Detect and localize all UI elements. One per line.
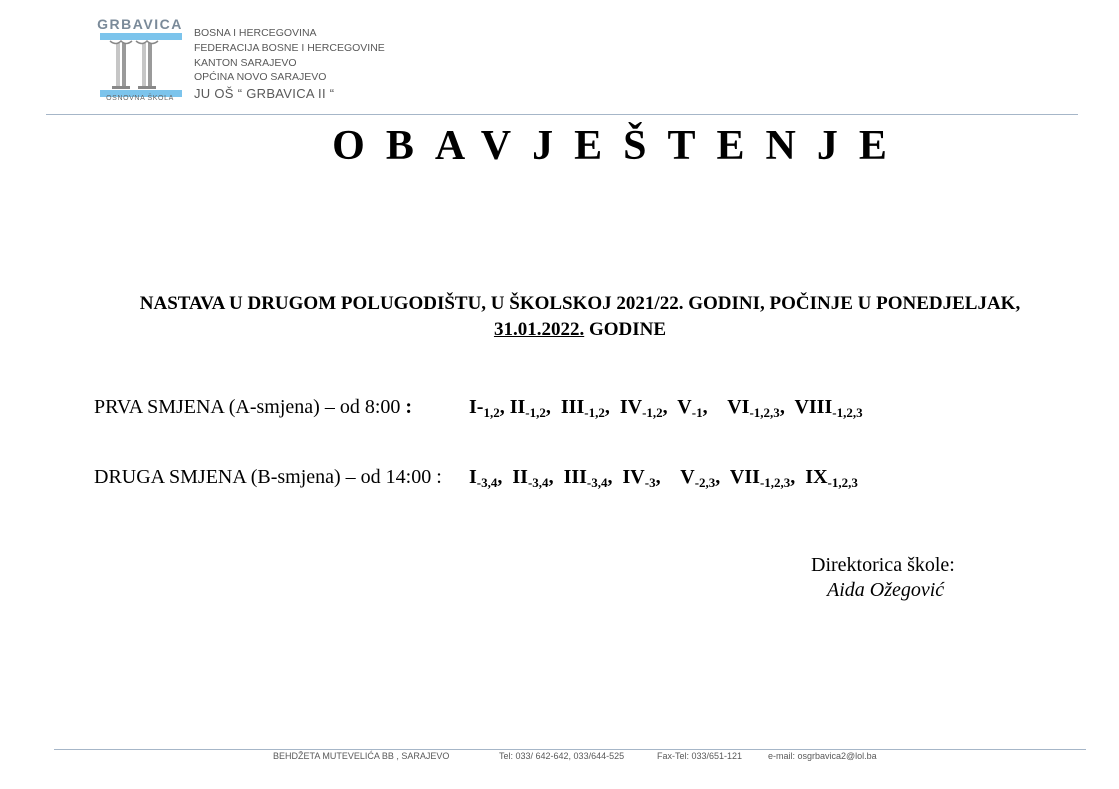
class-sections: -1,2,3: [749, 405, 780, 420]
class-sections: 1,2: [483, 405, 500, 420]
class-separator: ,: [655, 466, 681, 488]
footer-address: BEHDŽETA MUTEVELIĆA BB , SARAJEVO: [273, 751, 450, 761]
class-separator: ,: [607, 466, 623, 488]
first-shift-label: PRVA SMJENA (A-smjena) – od 8:00: [94, 396, 406, 418]
class-sections: -3,4: [476, 475, 498, 490]
class-sections: -1,2,3: [759, 475, 791, 490]
class-sections: -3: [644, 475, 656, 490]
class-sections: -1,2: [525, 405, 546, 420]
class-grade: III: [560, 396, 585, 418]
page-title: OBAVJEŠTENJE: [332, 123, 908, 169]
first-shift-separator: :: [405, 396, 413, 418]
class-sections: -1,2,3: [832, 405, 863, 420]
class-grade: IV: [619, 396, 643, 418]
class-separator: ,: [662, 396, 678, 418]
header-divider: [46, 114, 1078, 115]
class-grade: VIII: [794, 396, 833, 418]
class-grade: I-: [469, 396, 484, 418]
letterhead-line: BOSNA I HERCEGOVINA: [194, 27, 317, 39]
start-date: 31.01.2022.: [493, 319, 585, 340]
class-separator: ,: [790, 466, 806, 488]
letterhead: [194, 26, 385, 102]
class-grade: V: [677, 396, 692, 418]
class-separator: ,: [702, 396, 728, 418]
letterhead-line: OPĆINA NOVO SARAJEVO: [194, 71, 327, 84]
class-sections: -1,2,3: [827, 475, 858, 490]
signature-block: [811, 554, 955, 602]
logo-name: GRBAVICA: [97, 16, 183, 32]
notice-line-1: NASTAVA U DRUGOM POLUGODIŠTU, U ŠKOLSKOJ 2021/22. GODINI, POČINJE U PONEDJELJAK,: [139, 293, 1021, 314]
class-sections: -3,4: [586, 475, 608, 490]
class-grade: III: [563, 466, 587, 488]
class-separator: ,: [548, 466, 564, 488]
logo-subtitle: OSNOVNA ŠKOLA: [106, 95, 174, 102]
second-shift-classes: [469, 466, 858, 491]
class-grade: VI: [727, 396, 750, 418]
class-separator: ,: [497, 466, 513, 488]
class-separator: ,: [545, 396, 561, 418]
notice-line-2: [80, 317, 1080, 343]
class-separator: ,: [604, 396, 620, 418]
class-separator: ,: [499, 396, 510, 418]
footer-fax: Fax-Tel: 033/651-121: [657, 751, 743, 761]
first-shift-classes: [469, 396, 863, 421]
class-grade: V: [680, 466, 695, 488]
footer-divider: [54, 749, 1086, 750]
class-sections: -1,2: [584, 405, 605, 420]
signature-role: Direktorica škole:: [811, 554, 955, 576]
second-shift: [94, 466, 858, 490]
class-grade: I: [469, 466, 477, 488]
letterhead-line: FEDERACIJA BOSNE I HERCEGOVINE: [194, 41, 385, 54]
letterhead-line: KANTON SARAJEVO: [194, 56, 297, 69]
school-name: JU OŠ “ GRBAVICA II “: [194, 86, 335, 102]
first-shift: [94, 396, 863, 420]
class-grade: II: [509, 396, 526, 418]
notice-line-2-rest: GODINE: [584, 319, 667, 340]
class-separator: ,: [715, 466, 730, 488]
class-sections: -3,4: [527, 475, 549, 490]
signature-name: Aida Ožegović: [827, 579, 945, 601]
notice-text: [80, 291, 1080, 343]
class-sections: -1: [691, 405, 703, 420]
class-grade: VII: [729, 466, 760, 488]
class-grade: II: [512, 466, 528, 488]
class-sections: -2,3: [694, 475, 716, 490]
footer-email: e-mail: osgrbavica2@lol.ba: [768, 751, 877, 761]
footer-tel: Tel: 033/ 642-642, 033/644-525: [499, 751, 625, 761]
class-separator: ,: [779, 396, 795, 418]
class-sections: -1,2: [642, 405, 663, 420]
class-grade: IV: [622, 466, 645, 488]
class-grade: IX: [805, 466, 828, 488]
second-shift-label: DRUGA SMJENA (B-smjena) – od 14:00 :: [94, 466, 447, 488]
